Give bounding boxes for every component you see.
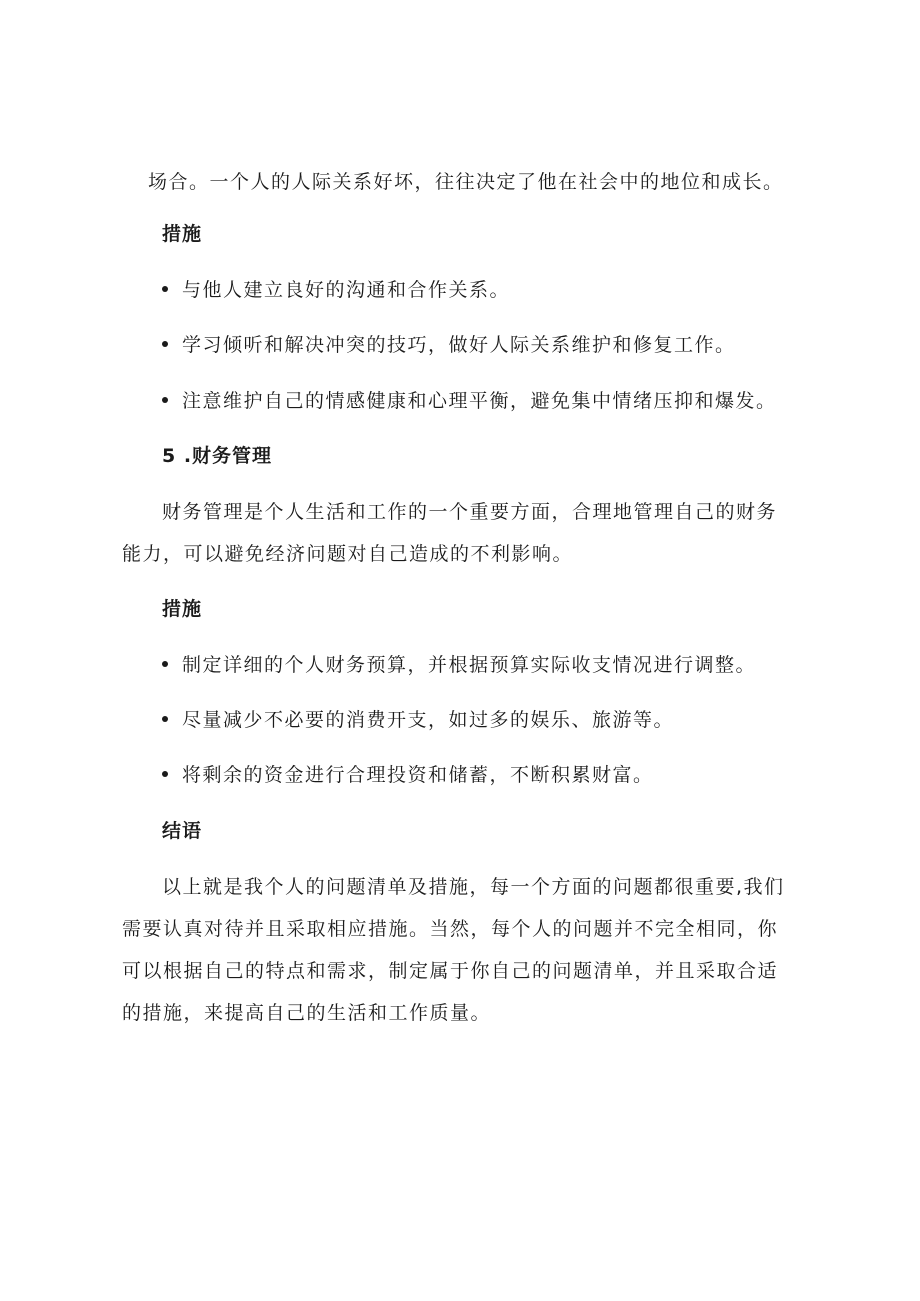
list-item-text: 将剩余的资金进行合理投资和储蓄，不断积累财富。 [182, 764, 654, 786]
section5-paragraph-line1: 财务管理是个人生活和工作的一个重要方面，合理地管理自己的财务 [162, 501, 778, 523]
list-item-text: 学习倾听和解决冲突的技巧，做好人际关系维护和修复工作。 [182, 334, 736, 356]
bullet-icon [162, 716, 168, 722]
bullet-icon [162, 661, 168, 667]
conclusion-line3: 可以根据自己的特点和需求，制定属于你自己的问题清单，并且采取合适 [122, 960, 779, 982]
list-item [162, 278, 510, 302]
list-item [162, 333, 736, 357]
list-item-text: 制定详细的个人财务预算，并根据预算实际收支情况进行调整。 [182, 654, 757, 676]
list-item [162, 763, 654, 787]
bullet-icon [162, 341, 168, 347]
list-item-text: 注意维护自己的情感健康和心理平衡，避免集中情绪压抑和爆发。 [182, 390, 777, 412]
conclusion-line1: 以上就是我个人的问题清单及措施，每一个方面的问题都很重要,我们 [162, 876, 785, 898]
list-item [162, 653, 756, 677]
list-item-text: 与他人建立良好的沟通和合作关系。 [182, 279, 511, 301]
section5-heading: 5 .财务管理 [162, 445, 273, 467]
conclusion-line2: 需要认真对待并且采取相应措施。当然，每个人的问题并不完全相同，你 [122, 918, 779, 940]
list-item [162, 389, 777, 413]
conclusion-heading: 结语 [162, 820, 203, 842]
intro-paragraph-tail: 场合。一个人的人际关系好坏，往往决定了他在社会中的地位和成长。 [148, 171, 784, 193]
section5-measures-heading: 措施 [162, 598, 203, 620]
bullet-icon [162, 286, 168, 292]
conclusion-line4: 的措施，来提高自己的生活和工作质量。 [122, 1002, 492, 1024]
list-item [162, 708, 674, 732]
list-item-text: 尽量减少不必要的消费开支，如过多的娱乐、旅游等。 [182, 709, 675, 731]
section5-paragraph-line2: 能力，可以避免经济问题对自己造成的不利影响。 [122, 543, 574, 565]
bullet-icon [162, 397, 168, 403]
section4-measures-heading: 措施 [162, 223, 203, 245]
bullet-icon [162, 771, 168, 777]
